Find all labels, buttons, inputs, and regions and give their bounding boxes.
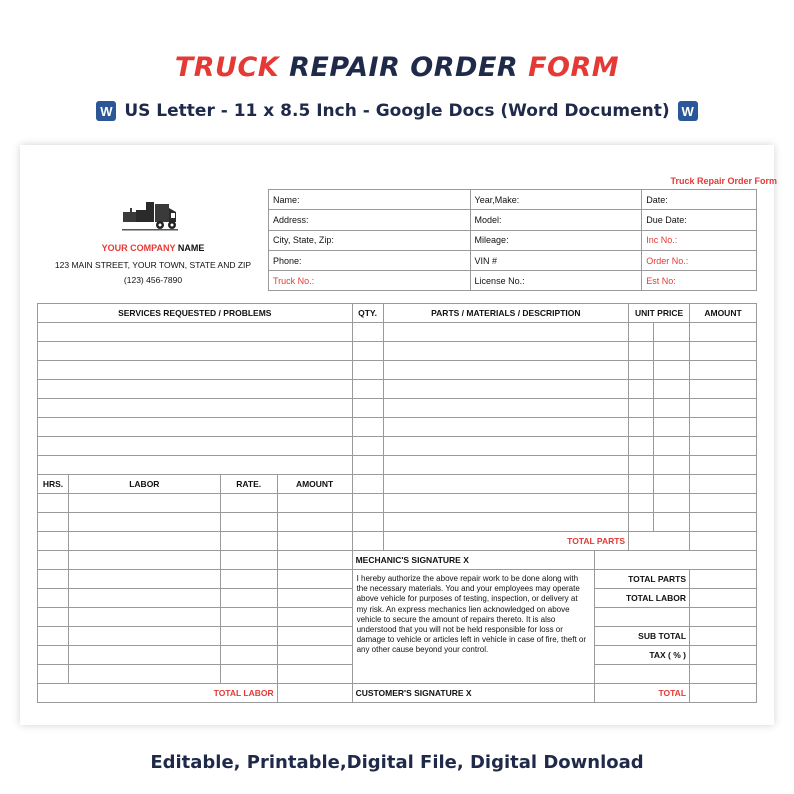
vin-field[interactable]: VIN # xyxy=(470,250,642,270)
sub-total-cell[interactable] xyxy=(690,627,757,646)
amount-cell[interactable] xyxy=(690,456,757,475)
labor-amount-header: AMOUNT xyxy=(277,475,352,494)
services-header: SERVICES REQUESTED / PROBLEMS xyxy=(38,304,353,323)
service-cell[interactable] xyxy=(38,361,353,380)
qty-cell[interactable] xyxy=(352,342,383,361)
company-name xyxy=(40,243,266,253)
unit-price-cents-cell[interactable] xyxy=(654,513,690,532)
service-cell[interactable] xyxy=(38,399,353,418)
order-no-field[interactable]: Order No.: xyxy=(642,250,757,270)
qty-cell[interactable] xyxy=(352,418,383,437)
table-row xyxy=(38,684,757,703)
unit-price-cents-cell[interactable] xyxy=(654,399,690,418)
service-cell[interactable] xyxy=(38,323,353,342)
table-row xyxy=(38,494,757,513)
labor-amount-cell[interactable] xyxy=(277,646,352,665)
unit-price-cell[interactable] xyxy=(629,456,654,475)
unit-price-cents-cell[interactable] xyxy=(654,475,690,494)
unit-price-cents-cell[interactable] xyxy=(654,418,690,437)
labor-amount-cell[interactable] xyxy=(277,494,352,513)
labor-cell[interactable] xyxy=(68,627,220,646)
total-labor-summary-cell[interactable] xyxy=(690,589,757,608)
amount-cell[interactable] xyxy=(690,323,757,342)
parts-cell[interactable] xyxy=(383,342,629,361)
parts-cell[interactable] xyxy=(383,399,629,418)
table-row xyxy=(38,551,757,570)
table-row xyxy=(38,399,757,418)
amount-cell[interactable] xyxy=(690,361,757,380)
parts-cell[interactable] xyxy=(383,513,629,532)
table-row xyxy=(38,418,757,437)
license-no-field[interactable]: License No.: xyxy=(470,271,642,291)
total-parts-summary-cell[interactable] xyxy=(690,570,757,589)
truck-logo-icon xyxy=(120,198,180,236)
customer-info-table xyxy=(268,189,757,291)
unit-price-cents-cell[interactable] xyxy=(654,494,690,513)
hrs-cell[interactable] xyxy=(38,627,69,646)
unit-price-cell[interactable] xyxy=(629,513,654,532)
total-parts-value-cell[interactable] xyxy=(629,532,690,551)
address-field[interactable]: Address: xyxy=(269,210,471,230)
truck-no-field[interactable]: Truck No.: xyxy=(269,271,471,291)
amount-cell[interactable] xyxy=(690,494,757,513)
parts-cell[interactable] xyxy=(383,456,629,475)
unit-price-cell[interactable] xyxy=(629,437,654,456)
service-cell[interactable] xyxy=(38,342,353,361)
hrs-cell[interactable] xyxy=(38,551,69,570)
qty-cell[interactable] xyxy=(352,532,383,551)
company-name-part2: NAME xyxy=(177,243,205,253)
unit-price-cents-cell[interactable] xyxy=(654,361,690,380)
blank-summary-cell[interactable] xyxy=(690,608,757,627)
unit-price-cell[interactable] xyxy=(629,323,654,342)
amount-cell[interactable] xyxy=(690,437,757,456)
est-no-field[interactable]: Est No: xyxy=(642,271,757,291)
table-row xyxy=(38,323,757,342)
qty-cell[interactable] xyxy=(352,513,383,532)
qty-cell[interactable] xyxy=(352,494,383,513)
company-name-part1: YOUR COMPANY xyxy=(101,243,176,253)
qty-cell[interactable] xyxy=(352,437,383,456)
rate-cell[interactable] xyxy=(220,551,277,570)
labor-cell[interactable] xyxy=(68,589,220,608)
labor-cell[interactable] xyxy=(68,570,220,589)
company-address: 123 MAIN STREET, YOUR TOWN, STATE AND ZIP xyxy=(54,260,252,270)
rate-cell[interactable] xyxy=(220,589,277,608)
table-row xyxy=(38,342,757,361)
qty-header: QTY. xyxy=(352,304,383,323)
hrs-cell[interactable] xyxy=(38,513,69,532)
unit-price-cents-cell[interactable] xyxy=(654,380,690,399)
qty-cell[interactable] xyxy=(352,380,383,399)
word-document-icon: W xyxy=(678,101,698,121)
year-make-field[interactable]: Year,Make: xyxy=(470,190,642,210)
mechanic-signature[interactable]: MECHANIC'S SIGNATURE X xyxy=(352,551,595,570)
table-row xyxy=(38,437,757,456)
hrs-cell[interactable] xyxy=(38,570,69,589)
rate-cell[interactable] xyxy=(220,570,277,589)
labor-cell[interactable] xyxy=(68,513,220,532)
total-labor-label: TOTAL LABOR xyxy=(38,684,278,703)
rate-cell[interactable] xyxy=(220,627,277,646)
grand-total-cell[interactable] xyxy=(690,684,757,703)
hrs-cell[interactable] xyxy=(38,646,69,665)
service-cell[interactable] xyxy=(38,437,353,456)
total-parts-amount-cell[interactable] xyxy=(690,532,757,551)
hrs-cell[interactable] xyxy=(38,589,69,608)
parts-cell[interactable] xyxy=(383,418,629,437)
parts-cell[interactable] xyxy=(383,475,629,494)
table-row xyxy=(38,380,757,399)
table-row xyxy=(38,456,757,475)
amount-cell[interactable] xyxy=(690,418,757,437)
form-corner-title: Truck Repair Order Form xyxy=(670,176,777,186)
rate-cell[interactable] xyxy=(220,494,277,513)
unit-price-cents-cell[interactable] xyxy=(654,342,690,361)
customer-signature[interactable]: CUSTOMER'S SIGNATURE X xyxy=(352,684,595,703)
labor-amount-cell[interactable] xyxy=(277,551,352,570)
rate-cell[interactable] xyxy=(220,646,277,665)
mileage-field[interactable]: Mileage: xyxy=(470,230,642,250)
labor-cell[interactable] xyxy=(68,551,220,570)
parts-cell[interactable] xyxy=(383,437,629,456)
labor-header: LABOR xyxy=(68,475,220,494)
table-row xyxy=(38,570,757,589)
service-cell[interactable] xyxy=(38,380,353,399)
parts-cell[interactable] xyxy=(383,323,629,342)
labor-cell[interactable] xyxy=(68,494,220,513)
amount-cell[interactable] xyxy=(690,513,757,532)
total-labor-summary-label: TOTAL LABOR xyxy=(595,589,690,608)
phone-field[interactable]: Phone: xyxy=(269,250,471,270)
unit-price-cell[interactable] xyxy=(629,494,654,513)
unit-price-cents-cell[interactable] xyxy=(654,323,690,342)
amount-cell[interactable] xyxy=(690,399,757,418)
rate-cell[interactable] xyxy=(220,532,277,551)
title-part-form: FORM xyxy=(528,52,620,83)
hrs-cell[interactable] xyxy=(38,494,69,513)
blank-summary-label xyxy=(595,665,690,684)
blank-summary-cell[interactable] xyxy=(690,665,757,684)
inc-no-field[interactable]: Inc No.: xyxy=(642,230,757,250)
unit-price-cell[interactable] xyxy=(629,380,654,399)
grand-total-label: TOTAL xyxy=(595,684,690,703)
qty-cell[interactable] xyxy=(352,361,383,380)
total-labor-cell[interactable] xyxy=(277,684,352,703)
parts-header: PARTS / MATERIALS / DESCRIPTION xyxy=(383,304,629,323)
parts-cell[interactable] xyxy=(383,361,629,380)
qty-cell[interactable] xyxy=(352,456,383,475)
amount-header: AMOUNT xyxy=(690,304,757,323)
hrs-cell[interactable] xyxy=(38,608,69,627)
unit-price-header: UNIT PRICE xyxy=(629,304,690,323)
parts-cell[interactable] xyxy=(383,494,629,513)
qty-cell[interactable] xyxy=(352,399,383,418)
blank-summary-label xyxy=(595,608,690,627)
rate-header: RATE. xyxy=(220,475,277,494)
name-field[interactable]: Name: xyxy=(269,190,471,210)
subtitle xyxy=(0,101,794,121)
date-field[interactable]: Date: xyxy=(642,190,757,210)
amount-cell[interactable] xyxy=(690,342,757,361)
model-field[interactable]: Model: xyxy=(470,210,642,230)
footer-tagline: Editable, Printable,Digital File, Digital Download xyxy=(150,752,644,773)
rate-cell[interactable] xyxy=(220,608,277,627)
table-row xyxy=(38,361,757,380)
city-state-zip-field[interactable]: City, State, Zip: xyxy=(269,230,471,250)
total-parts-summary-label: TOTAL PARTS xyxy=(595,570,690,589)
labor-amount-cell[interactable] xyxy=(277,589,352,608)
unit-price-cell[interactable] xyxy=(629,361,654,380)
unit-price-cell[interactable] xyxy=(629,399,654,418)
subtitle-text: US Letter - 11 x 8.5 Inch - Google Docs (Word Document) xyxy=(124,101,670,121)
labor-amount-cell[interactable] xyxy=(277,608,352,627)
rate-cell[interactable] xyxy=(220,513,277,532)
hrs-cell[interactable] xyxy=(38,532,69,551)
table-row xyxy=(38,532,757,551)
labor-cell[interactable] xyxy=(68,532,220,551)
amount-cell[interactable] xyxy=(690,380,757,399)
unit-price-cents-cell[interactable] xyxy=(654,456,690,475)
unit-price-cell[interactable] xyxy=(629,418,654,437)
word-document-icon: W xyxy=(96,101,116,121)
amount-cell[interactable] xyxy=(690,475,757,494)
total-parts-label: TOTAL PARTS xyxy=(383,532,629,551)
qty-cell[interactable] xyxy=(352,323,383,342)
labor-cell[interactable] xyxy=(68,646,220,665)
labor-amount-cell[interactable] xyxy=(277,532,352,551)
title-part-repair-order: REPAIR ORDER xyxy=(289,52,519,83)
table-row xyxy=(38,513,757,532)
labor-amount-cell[interactable] xyxy=(277,570,352,589)
unit-price-cell[interactable] xyxy=(629,342,654,361)
unit-price-cents-cell[interactable] xyxy=(654,437,690,456)
labor-amount-cell[interactable] xyxy=(277,665,352,684)
rate-cell[interactable] xyxy=(220,665,277,684)
labor-cell[interactable] xyxy=(68,608,220,627)
title-part-truck: TRUCK xyxy=(174,52,280,83)
repair-order-table xyxy=(37,303,757,703)
parts-cell[interactable] xyxy=(383,380,629,399)
unit-price-cell[interactable] xyxy=(629,475,654,494)
service-cell[interactable] xyxy=(38,456,353,475)
spacer-cell xyxy=(595,551,757,570)
labor-amount-cell[interactable] xyxy=(277,513,352,532)
labor-cell[interactable] xyxy=(68,665,220,684)
page-title xyxy=(0,52,794,83)
service-cell[interactable] xyxy=(38,418,353,437)
company-phone: (123) 456-7890 xyxy=(123,275,183,285)
qty-cell[interactable] xyxy=(352,475,383,494)
due-date-field[interactable]: Due Date: xyxy=(642,210,757,230)
hrs-cell[interactable] xyxy=(38,665,69,684)
authorization-text: I hereby authorize the above repair work to be done along with the necessary materials. You and your employees may operate above vehicle for purposes of testing, inspection, or delivery at my risk. An express mechanics lien acknowledged on above vehicle to secure the amount of repairs thereto. It is also understood that you will not be held responsible for loss or damage to vehicle or articles left in vehicle in case of fire, theft or any other cause beyond your control. xyxy=(352,570,595,684)
sub-total-label: SUB TOTAL xyxy=(595,627,690,646)
tax-label: TAX ( % ) xyxy=(595,646,690,665)
tax-cell[interactable] xyxy=(690,646,757,665)
hrs-header: HRS. xyxy=(38,475,69,494)
labor-amount-cell[interactable] xyxy=(277,627,352,646)
